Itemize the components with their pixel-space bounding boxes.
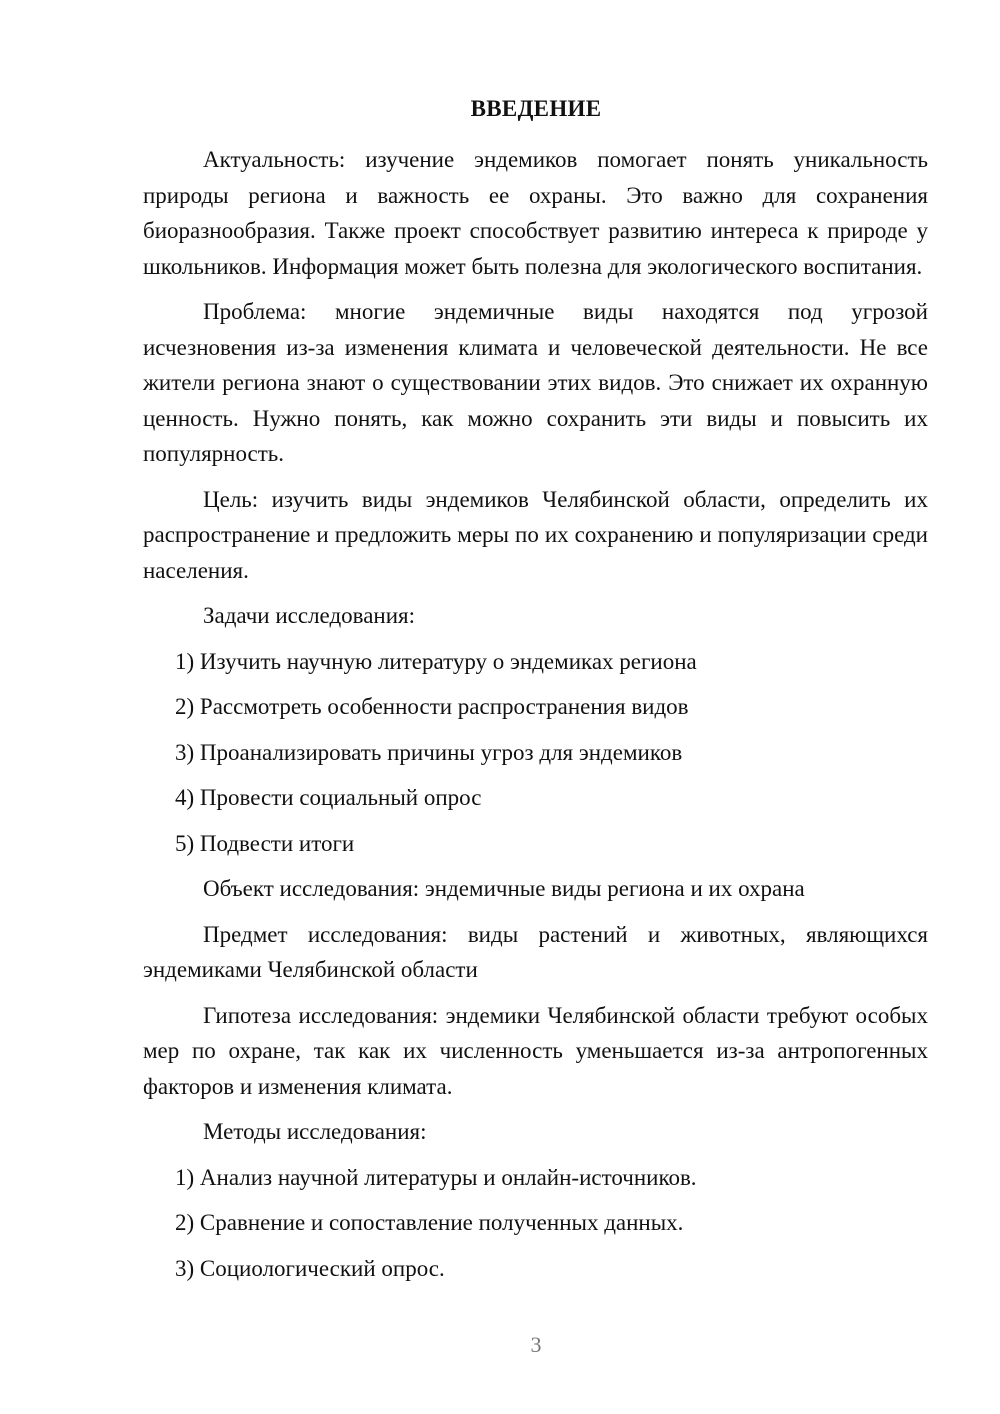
list-item: 1) Изучить научную литературу о эндемиках региона	[175, 648, 697, 674]
list-item: 2) Рассмотреть особенности распространения видов	[175, 694, 689, 719]
tasks-list	[143, 644, 928, 862]
list-item: 5) Подвести итоги	[175, 830, 355, 856]
page-number: 3	[530, 1332, 542, 1357]
methods-heading: Методы исследования:	[203, 1119, 427, 1144]
problem-paragraph: Проблема: многие эндемичные виды находятся под угрозой исчезновения из-за изменения климата и человеческой деятельности. Не все жители региона знают о существовании этих видов. Это снижает их охранную ценность. Нужно понять, как можно сохранить эти виды и повысить их популярность.	[143, 299, 928, 466]
document-body	[143, 142, 928, 1296]
subject-paragraph: Предмет исследования: виды растений и животных, являющихся эндемиками Челябинской области	[143, 921, 928, 982]
list-item: 2) Сравнение и сопоставление полученных данных.	[175, 1210, 684, 1235]
methods-list	[143, 1160, 928, 1287]
tasks-heading: Задачи исследования:	[203, 603, 416, 628]
object-paragraph: Объект исследования: эндемичные виды региона и их охрана	[203, 876, 805, 901]
list-item: 3) Социологический опрос.	[175, 1255, 445, 1281]
list-item: 3) Проанализировать причины угроз для эндемиков	[175, 739, 683, 765]
document-title: ВВЕДЕНИЕ	[470, 96, 602, 121]
hypothesis-paragraph: Гипотеза исследования: эндемики Челябинской области требуют особых мер по охране, так как их численность уменьшается из-за антропогенных факторов и изменения климата.	[143, 1002, 928, 1099]
list-item: 4) Провести социальный опрос	[175, 785, 482, 810]
relevance-paragraph: Актуальность: изучение эндемиков помогает понять уникальность природы региона и важность ее охраны. Это важно для сохранения биоразнообразия. Также проект способствует развитию интереса к природе у школьников. Информация может быть полезна для экологического воспитания.	[143, 147, 928, 279]
list-item: 1) Анализ научной литературы и онлайн-источников.	[175, 1164, 697, 1190]
goal-paragraph: Цель: изучить виды эндемиков Челябинской области, определить их распространение и предложить меры по их сохранению и популяризации среди населения.	[143, 486, 928, 583]
